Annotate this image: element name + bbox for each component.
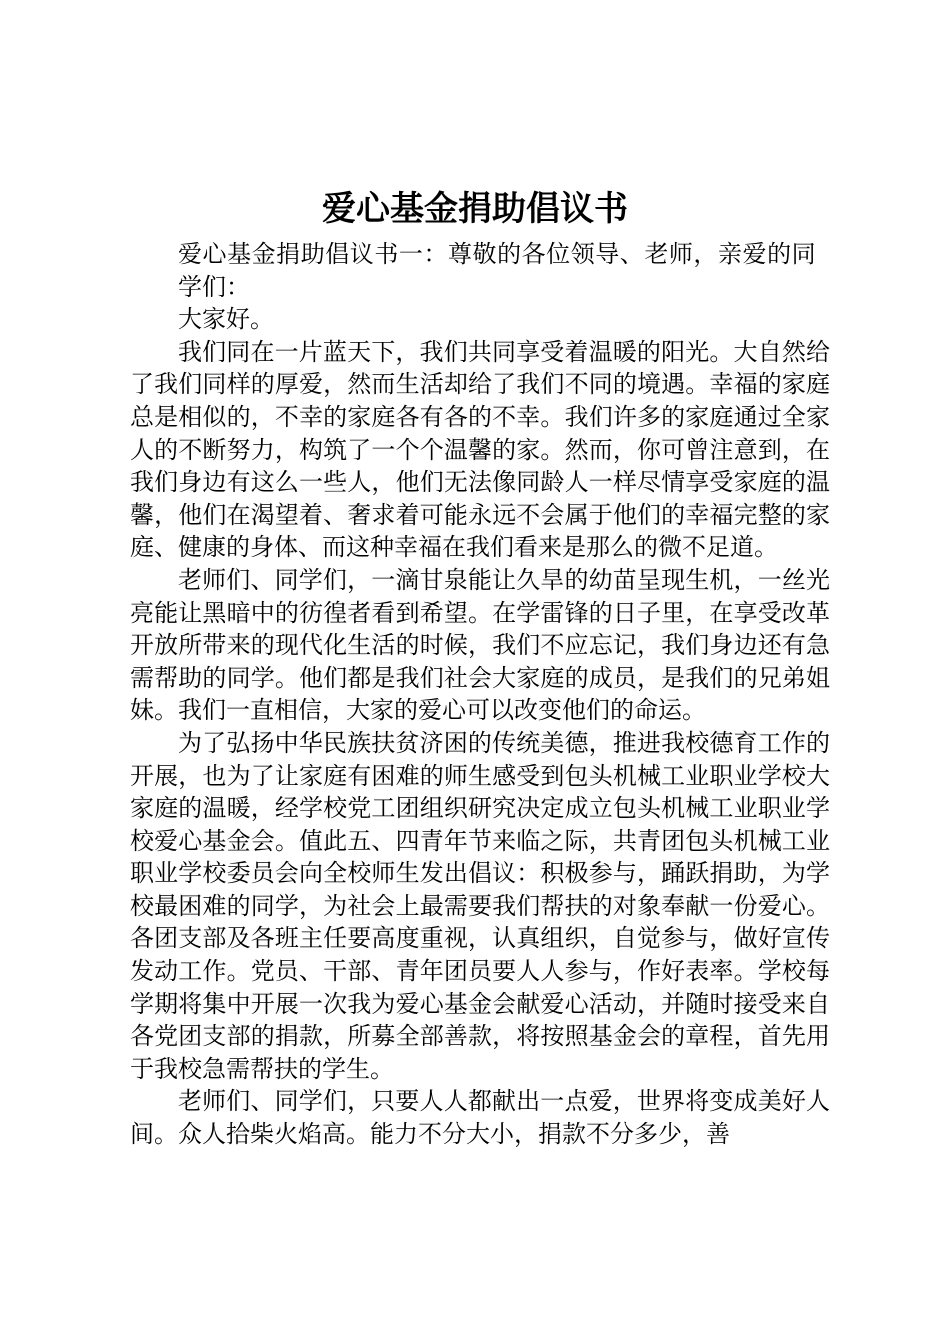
body-paragraph: 老师们、同学们，一滴甘泉能让久旱的幼苗呈现生机，一丝光亮能让黑暗中的彷徨者看到希望。在学雷锋的日子里，在享受改革开放所带来的现代化生活的时候，我们不应忘记，我们身边还有急需帮助的同学。他们都是我们社会大家庭的成员，是我们的兄弟姐妹。我们一直相信，大家的爱心可以改变他们的命运。 <box>130 565 830 725</box>
body-paragraph: 为了弘扬中华民族扶贫济困的传统美德，推进我校德育工作的开展，也为了让家庭有困难的师生感受到包头机械工业职业学校大家庭的温暖，经学校党工团组织研究决定成立包头机械工业职业学校爱心基金会。值此五、四青年节来临之际，共青团包头机械工业职业学校委员会向全校师生发出倡议：积极参与，踊跃捐助，为学校最困难的同学，为社会上最需要我们帮扶的对象奉献一份爱心。各团支部及各班主任要高度重视，认真组织，自觉参与，做好宣传发动工作。党员、干部、青年团员要人人参与，作好表率。学校每学期将集中开展一次我为爱心基金会献爱心活动，并随时接受来自各党团支部的捐款，所募全部善款，将按照基金会的章程，首先用于我校急需帮扶的学生。 <box>130 728 830 1083</box>
greeting-line: 大家好。 <box>178 305 274 334</box>
document-title: 爱心基金捐助倡议书 <box>322 189 628 229</box>
opening-salutation: 爱心基金捐助倡议书一：尊敬的各位领导、老师，亲爱的同学们： <box>178 240 816 301</box>
document-body <box>130 238 830 1151</box>
body-paragraph: 老师们、同学们，只要人人都献出一点爱，世界将变成美好人间。众人拾柴火焰高。能力不分大小，捐款不分多少，善 <box>130 1087 830 1149</box>
body-paragraph: 我们同在一片蓝天下，我们共同享受着温暖的阳光。大自然给了我们同样的厚爱，然而生活却给了我们不同的境遇。幸福的家庭总是相似的，不幸的家庭各有各的不幸。我们许多的家庭通过全家人的不断努力，构筑了一个个温馨的家。然而，你可曾注意到，在我们身边有这么一些人，他们无法像同龄人一样尽情享受家庭的温馨，他们在渴望着、奢求着可能永远不会属于他们的幸福完整的家庭、健康的身体、而这种幸福在我们看来是那么的微不足道。 <box>130 337 830 562</box>
